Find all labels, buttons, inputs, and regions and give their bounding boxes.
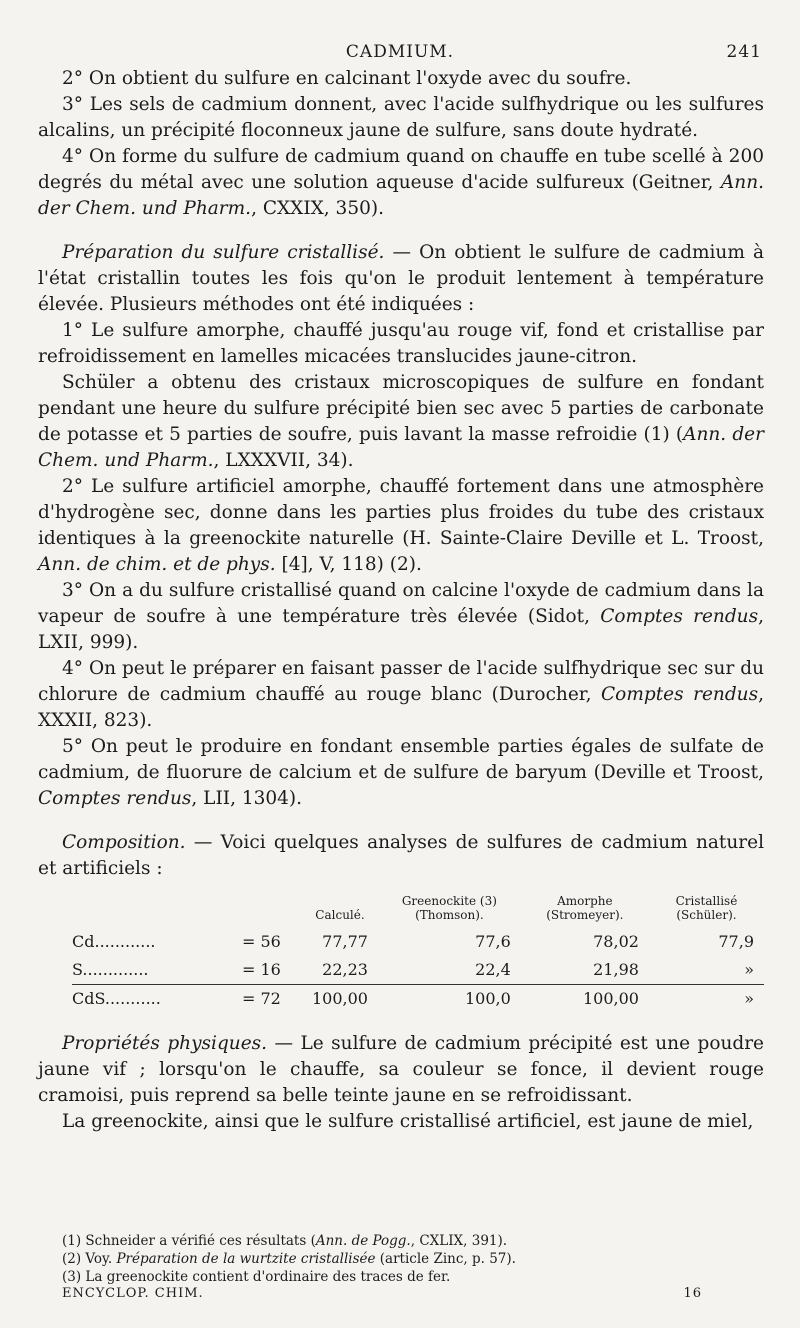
running-header (0, 42, 800, 64)
citation: Comptes rendus (601, 684, 759, 705)
footnote: (3) La greenockite contient d'ordinaire des traces de fer. (62, 1269, 451, 1285)
column-header: Amorphe (Stromeyer). (546, 894, 624, 922)
footnote: (1) Schneider a vérifié ces résultats (Ann. de Pogg., CXLIX, 391). (62, 1233, 508, 1249)
citation: Comptes rendus (38, 788, 192, 809)
paragraph: 3° Les sels de cadmium donnent, avec l'acide sulfhydrique ou les sulfures alcalins, un précipité floconneux jaune de sulfure, sans doute hydraté. (38, 94, 764, 141)
column-header: Greenockite (3) (Thomson). (401, 894, 497, 922)
page-number: 241 (726, 42, 762, 62)
citation: Ann. de chim. et de phys. (38, 554, 276, 575)
paragraph: La greenockite, ainsi que le sulfure cristallisé artificiel, est jaune de miel, (62, 1111, 754, 1132)
signature-mark: 16 (683, 1286, 702, 1301)
paragraph: 4° On peut le préparer en faisant passer de l'acide sulfhydrique sec sur du chlorure de cadmium chauffé au rouge blanc (Durocher, Comptes rendus, XXXII, 823). (38, 658, 764, 731)
table-row-total: CdS........... = 72 100,00 100,0 100,00 » (72, 985, 764, 1014)
page-footer (62, 1286, 702, 1301)
section-paragraph: Préparation du sulfure cristallisé. — On obtient le sulfure de cadmium à l'état cristallin toutes les fois qu'on le produit lentement à température élevée. Plusieurs méthodes ont été indiquées : (38, 242, 764, 315)
page-body (38, 66, 764, 1135)
citation: Ann. der Chem. und Pharm. (38, 424, 764, 471)
paragraph: 4° On forme du sulfure de cadmium quand on chauffe en tube scellé à 200 degrés du métal avec une solution aqueuse d'acide sulfureux (Geitner, Ann. der Chem. und Pharm., CXXIX, 350). (38, 146, 764, 219)
footnotes (62, 1232, 762, 1286)
citation: Comptes rendus (600, 606, 759, 627)
section-heading: Composition. (62, 832, 186, 853)
footnote: (2) Voy. Préparation de la wurtzite cristallisée (article Zinc, p. 57). (62, 1251, 516, 1267)
footer-publication: ENCYCLOP. CHIM. (62, 1286, 204, 1301)
paragraph: 3° On a du sulfure cristallisé quand on calcine l'oxyde de cadmium dans la vapeur de soufre à une température très élevée (Sidot, Comptes rendus, LXII, 999). (38, 580, 764, 653)
table-row: Cd............ = 56 77,77 77,6 78,02 77,9 (72, 932, 754, 951)
citation: Ann. der Chem. und Pharm. (38, 172, 764, 219)
section-paragraph: Composition. — Voici quelques analyses de sulfures de cadmium naturel et artificiels : (38, 832, 764, 879)
paragraph: Schüler a obtenu des cristaux microscopiques de sulfure en fondant pendant une heure du sulfure précipité bien sec avec 5 parties de carbonate de potasse et 5 parties de soufre, puis lavant la masse refroidie (1) (Ann. der Chem. und Pharm., LXXXVII, 34). (38, 372, 764, 471)
section-heading: Propriétés physiques. (62, 1033, 268, 1054)
paragraph: 2° Le sulfure artificiel amorphe, chauffé fortement dans une atmosphère d'hydrogène sec, donne dans les parties plus froides du tube des cristaux identiques à la greenockite naturelle (H. Sainte-Claire Deville et L. Troost, Ann. de chim. et de phys. [4], V, 118) (2). (38, 476, 764, 575)
section-heading: Préparation du sulfure cristallisé. (62, 242, 385, 263)
table-header-row (72, 894, 764, 928)
section-paragraph: Propriétés physiques. — Le sulfure de cadmium précipité est une poudre jaune vif ; lorsqu'on le chauffe, sa couleur se fonce, il devient rouge cramoisi, puis reprend sa belle teinte jaune en se refroidissant. (38, 1033, 765, 1106)
paragraph: 5° On peut le produire en fondant ensemble parties égales de sulfate de cadmium, de fluorure de calcium et de sulfure de baryum (Deville et Troost, Comptes rendus, LII, 1304). (38, 736, 764, 809)
paragraph: 2° On obtient du sulfure en calcinant l'oxyde avec du soufre. (62, 68, 632, 89)
column-header: Calculé. (315, 908, 365, 922)
table-row: S............. = 16 22,23 22,4 21,98 » (72, 960, 754, 979)
paragraph: 1° Le sulfure amorphe, chauffé jusqu'au rouge vif, fond et cristallise par refroidissement en lamelles micacées translucides jaune-citron. (38, 320, 764, 367)
column-header: Cristallisé (Schüler). (675, 894, 738, 922)
page-title: CADMIUM. (345, 42, 455, 62)
composition-table (72, 894, 764, 1013)
